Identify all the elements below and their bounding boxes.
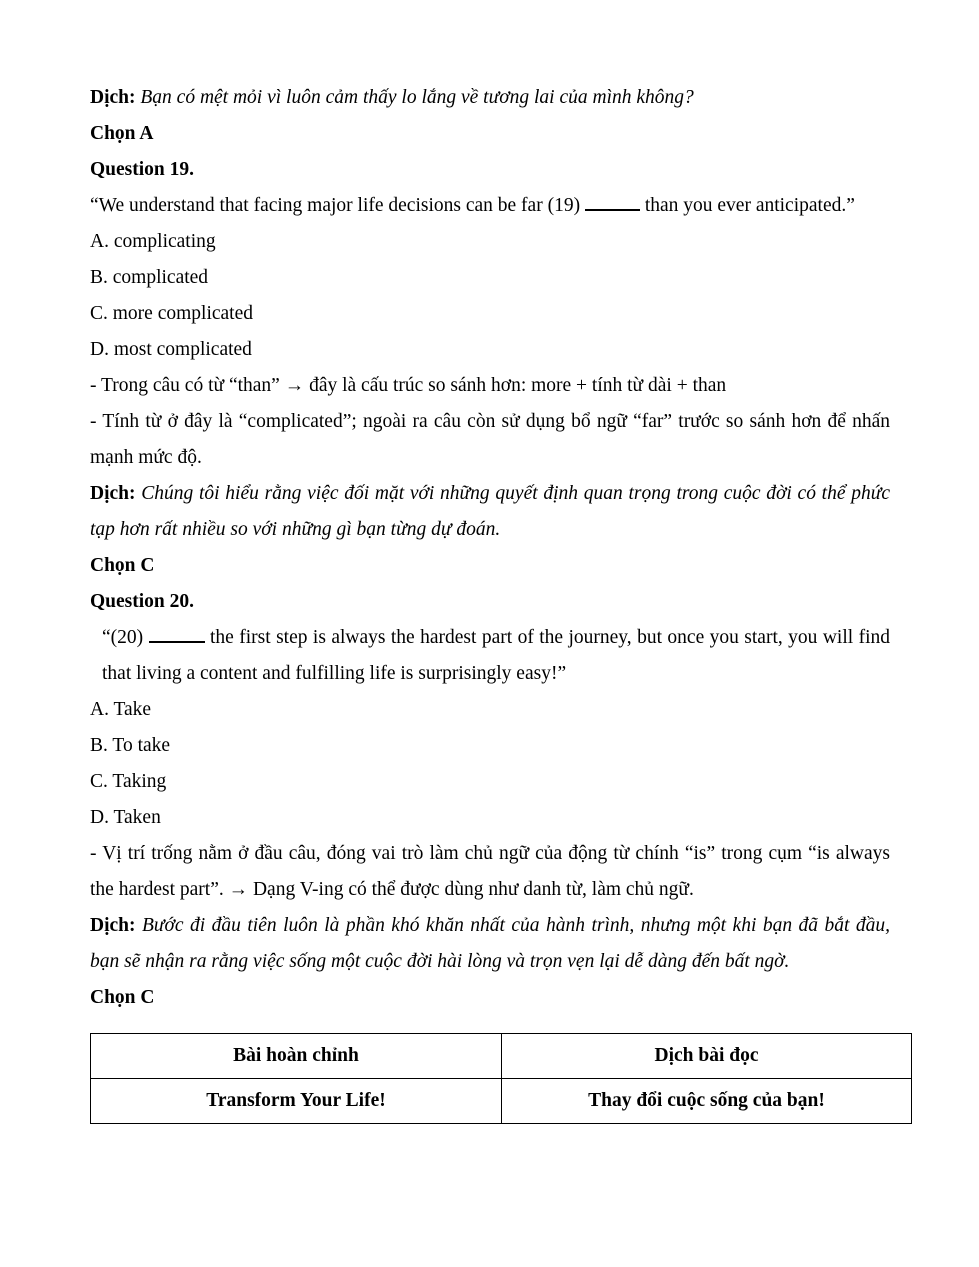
table-row [91,1079,912,1124]
q20-option-c[interactable]: C. Taking [90,771,167,792]
question-20-stem [90,620,890,692]
translation-line-q18 [90,80,890,116]
question-19-stem-after: than you ever anticipated.” [644,195,855,216]
q19-option-c[interactable]: C. more complicated [90,303,253,324]
question-20-stem-after: the first step is always the hardest part of the journey, but once you start, you will find that living a content and fulfilling life is surprisingly easy!” [102,627,891,684]
q19-option-a[interactable]: A. complicating [90,231,216,252]
question-19-heading: Question 19. [90,159,195,180]
q20-option-b[interactable]: B. To take [90,735,171,756]
translation-text: Bạn có mệt mỏi vì luôn cảm thấy lo lắng về tương lai của mình không? [140,87,694,108]
q19-explanation-2: - Tính từ ở đây là “complicated”; ngoài ra câu còn sử dụng bổ ngữ “far” trước so sánh hơn để nhấn mạnh mức độ. [90,411,890,468]
result-table-wrapper [90,1033,890,1124]
q20-option-d[interactable]: D. Taken [90,807,161,828]
question-20-heading: Question 20. [90,591,195,612]
q19-option-b[interactable]: B. complicated [90,267,209,288]
table-header-translation: Dịch bài đọc [502,1034,912,1079]
blank-19 [585,209,640,211]
table-cell-title-translation: Thay đổi cuộc sống của bạn! [502,1079,912,1124]
q19-explanation-1: - Trong câu có từ “than” → đây là cấu trúc so sánh hơn: more + tính từ dài + than [90,375,727,396]
translation-label: Dịch: [90,483,136,504]
answer-key-q19: Chọn C [90,555,155,576]
translation-label: Dịch: [90,915,136,936]
translation-label: Dịch: [90,87,136,108]
blank-20 [149,641,205,643]
q19-option-d[interactable]: D. most complicated [90,339,252,360]
table-header-original: Bài hoàn chỉnh [91,1034,502,1079]
answer-key-q20: Chọn C [90,987,155,1008]
translation-text: Bước đi đầu tiên luôn là phần khó khăn nhất của hành trình, nhưng một khi bạn đã bắt đầu, bạn sẽ nhận ra rằng việc sống một cuộc đời hài lòng và trọn vẹn lại dễ dàng đến bất ngờ. [90,915,890,972]
question-20-stem-before: “(20) [102,627,144,648]
question-19-stem-before: “We understand that facing major life decisions can be far (19) [90,195,581,216]
q20-explanation-1: - Vị trí trống nằm ở đầu câu, đóng vai trò làm chủ ngữ của động từ chính “is” trong cụm “is always the hardest part”. → Dạng V-ing có thể được dùng như danh từ, làm chủ ngữ. [90,843,890,900]
table-row-header [91,1034,912,1079]
q20-option-a[interactable]: A. Take [90,699,152,720]
translation-line-q20 [90,908,890,980]
answer-key-q18: Chọn A [90,123,154,144]
translation-text: Chúng tôi hiểu rằng việc đối mặt với những quyết định quan trọng trong cuộc đời có thể phức tạp hơn rất nhiều so với những gì bạn từng dự đoán. [90,483,891,540]
question-19-stem [90,188,890,224]
table-cell-title-original: Transform Your Life! [91,1079,502,1124]
result-table [90,1033,912,1124]
translation-line-q19 [90,476,890,548]
